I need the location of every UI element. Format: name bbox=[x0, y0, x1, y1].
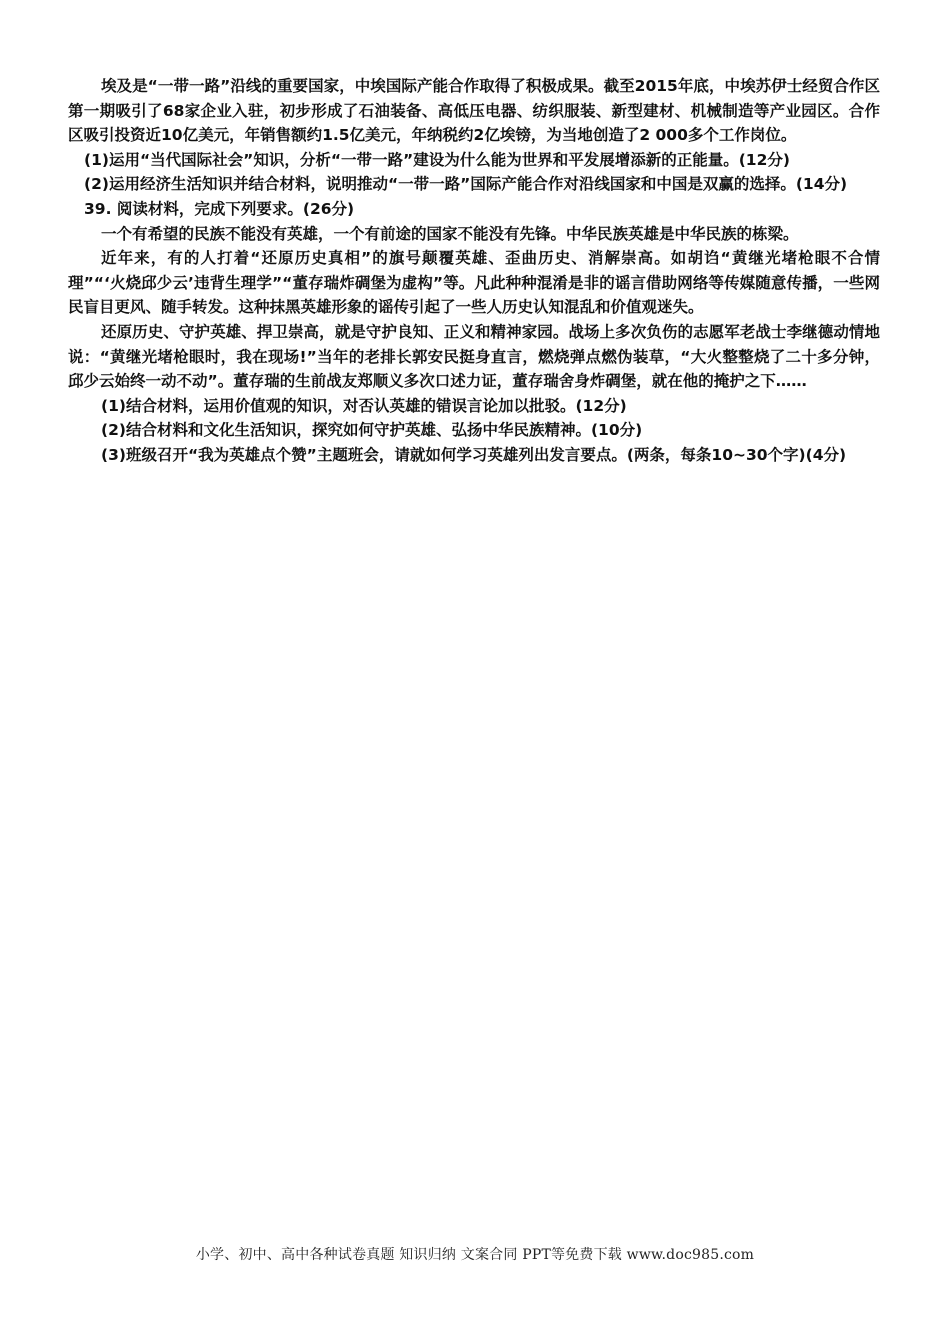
material-paragraph-testimony: 还原历史、守护英雄、捍卫崇高，就是守护良知、正义和精神家园。战场上多次负伤的志愿军老战士李继德动情地说：“黄继光堵枪眼时，我在现场!”当年的老排长郭安民挺身直言，燃烧弹点燃伪装草，“大火整整烧了二十多分钟，邱少云始终一动不动”。董存瑞的生前战友郑顺义多次口述力证，董存瑞舍身炸碉堡，就在他的掩护之下…… bbox=[68, 322, 880, 391]
page-footer: 小学、初中、高中各种试卷真题 知识归纳 文案合同 PPT等免费下载 www.doc985.com bbox=[195, 1247, 755, 1263]
question-39-3: (3)班级召开“我为英雄点个赞”主题班会，请就如何学习英雄列出发言要点。(两条，每条10~30个字)(4分) bbox=[101, 445, 847, 464]
question-39-1: (1)结合材料，运用价值观的知识，对否认英雄的错误言论加以批驳。(12分) bbox=[101, 396, 627, 415]
question-38-1: (1)运用“当代国际社会”知识，分析“一带一路”建设为什么能为世界和平发展增添新的正能量。(12分) bbox=[84, 150, 790, 169]
material-paragraph-heroes-intro: 一个有希望的民族不能没有英雄，一个有前途的国家不能没有先锋。中华民族英雄是中华民族的栋梁。 bbox=[101, 224, 799, 243]
document-body bbox=[68, 74, 880, 468]
material-paragraph-egypt: 埃及是“一带一路”沿线的重要国家，中埃国际产能合作取得了积极成果。截至2015年底，中埃苏伊士经贸合作区第一期吸引了68家企业入驻，初步形成了石油装备、高低压电器、纺织服装、新型建材、机械制造等产业园区。合作区吸引投资近10亿美元，年销售额约1.5亿美元，年纳税约2亿埃镑，为当地创造了2 000多个工作岗位。 bbox=[68, 77, 880, 145]
question-38-2: (2)运用经济生活知识并结合材料，说明推动“一带一路”国际产能合作对沿线国家和中国是双赢的选择。(14分) bbox=[84, 175, 848, 194]
question-39-heading: 39. 阅读材料，完成下列要求。(26分) bbox=[84, 199, 355, 218]
material-paragraph-rumors: 近年来，有的人打着“还原历史真相”的旗号颠覆英雄、歪曲历史、消解崇高。如胡诌“黄继光堵枪眼不合情理”“‘火烧邱少云’违背生理学”“董存瑞炸碉堡为虚构”等。凡此种种混淆是非的谣言借助网络等传媒随意传播，一些网民盲目更风、随手转发。这种抹黑英雄形象的谣传引起了一些人历史认知混乱和价值观迷失。 bbox=[68, 249, 880, 317]
question-39-2: (2)结合材料和文化生活知识，探究如何守护英雄、弘扬中华民族精神。(10分) bbox=[101, 421, 643, 440]
